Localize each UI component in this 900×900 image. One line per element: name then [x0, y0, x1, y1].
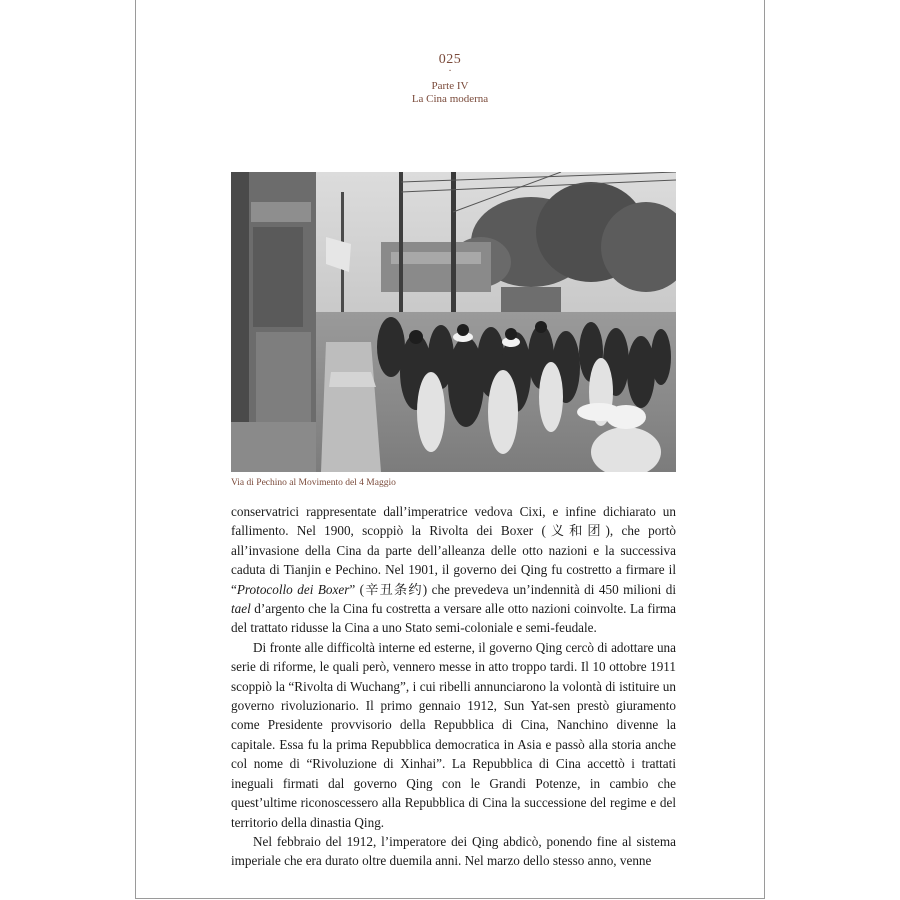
historical-photo — [231, 172, 676, 472]
header-separator: · — [448, 66, 452, 77]
italic-segment: Protocollo dei Boxer — [236, 581, 350, 597]
text-segment: Nel febbraio del 1912, l’imperatore dei Qing abdicò, ponendo fine al sistema imperiale che era durato oltre duemila anni. Nel marzo dello stesso anno, venne — [231, 833, 676, 869]
page-number: 025 — [438, 52, 462, 67]
page-header — [136, 52, 764, 106]
italic-segment: tael — [231, 601, 251, 617]
paragraph-2 — [231, 638, 676, 832]
text-segment: Di fronte alle difficoltà interne ed esterne, il governo Qing cercò di adottare una serie di riforme, le quali però, vennero messe in atto troppo tardi. Il 10 ottobre 1911 scoppiò la “Rivolta di Wuchang”, i cui ribelli annunciarono la volontà di istituire un governo rivoluzionario. Il primo gennaio 1912, Sun Yat-sen prestò giuramento come Presidente provvisorio della Repubblica di Cina, Nanchino divenne la capitale. Essa fu la prima Repubblica democratica in Asia e passò alla storia anche col nome di “Rivoluzione di Xinhai”. La Repubblica di Cina accettò i trattati ineguali firmati dal governo Qing con le Grandi Potenze, in cambio che quest’ultime riconoscessero alla Repubblica di Cina la successione del regime e del territorio della dinastia Qing. — [231, 639, 676, 830]
text-segment: conservatrici rappresentate dall’imperatrice vedova Cixi, e infine dichiarato un fallimento. Nel 1900, scoppiò la Rivolta dei Boxer (义和团), che portò all’invasione della Cina da parte dell’alleanza delle otto nazioni e la successiva caduta di Tianjin e Pechino. Nel 1901, il governo dei Qing fu costretto a firmare il “ — [231, 504, 676, 597]
book-page — [135, 0, 765, 899]
text-segment: ” (辛丑条约) che prevedeva un’indennità di 450 milioni di — [349, 581, 676, 597]
paragraph-3 — [231, 832, 676, 871]
street-crowd-photo-icon — [231, 172, 676, 472]
photo-caption: Via di Pechino al Movimento del 4 Maggio — [231, 478, 396, 488]
section-title: La Cina moderna — [411, 93, 489, 105]
paragraph-1 — [231, 502, 676, 638]
part-title: Parte IV — [431, 80, 469, 92]
body-text — [231, 502, 676, 871]
text-segment: d’argento che la Cina fu costretta a versare alle otto nazioni coinvolte. La firma del trattato ridusse la Cina a uno Stato semi-coloniale e semi-feudale. — [231, 601, 676, 636]
